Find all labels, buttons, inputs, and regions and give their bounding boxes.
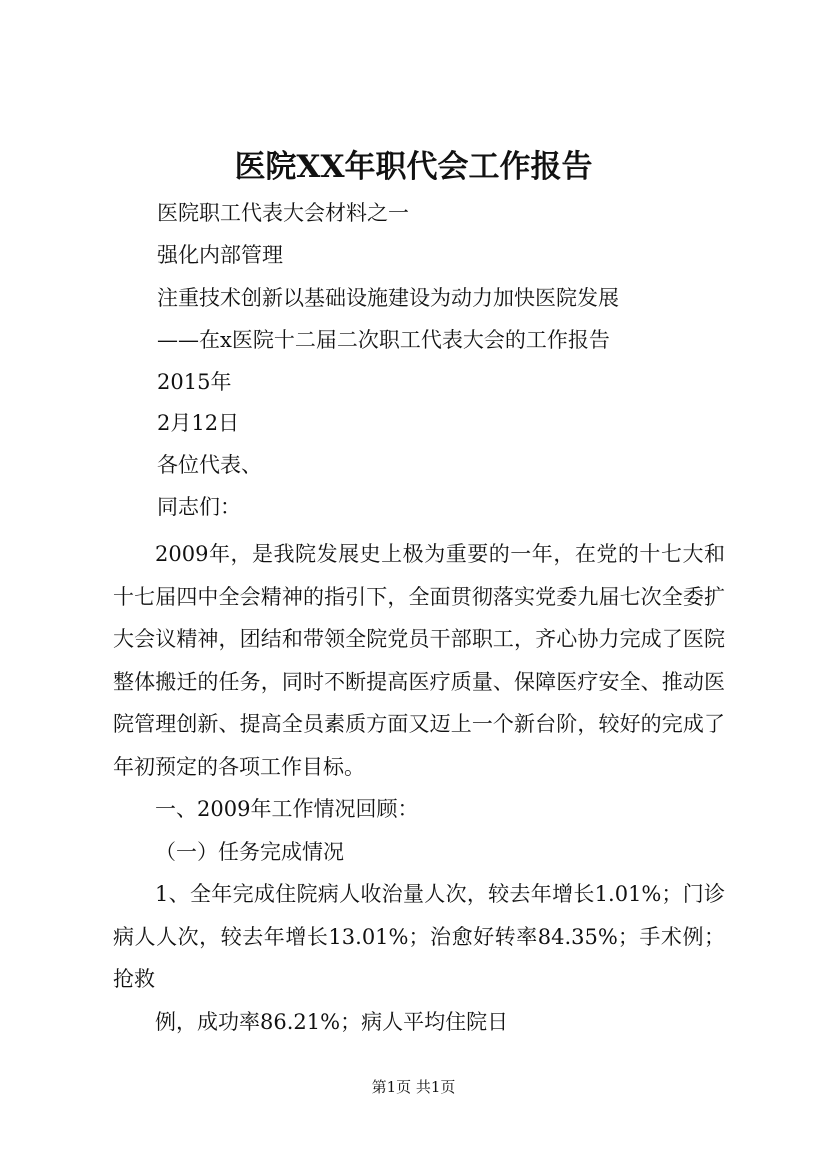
report-body (113, 533, 725, 1043)
document-title: 医院XX年职代会工作报告 (234, 149, 593, 185)
header-line-1: 医院职工代表大会材料之一 (157, 201, 409, 225)
paragraph-statistics-continued: 例，成功率86.21%；病人平均住院日 (155, 1009, 509, 1034)
section-heading: 一、2009年工作情况回顾： (155, 797, 419, 821)
header-line-3: 注重技术创新以基础设施建设为动力加快医院发展 (157, 286, 619, 310)
salutation-line-1: 各位代表、 (157, 453, 262, 477)
salutation-line-2: 同志们： (157, 495, 241, 519)
header-line-2: 强化内部管理 (157, 243, 283, 267)
paragraph-statistics: 1、全年完成住院病人收治量人次，较去年增长1.01%；门诊病人人次，较去年增长13.01%；治愈好转率84.35%；手术例；抢救 (113, 882, 725, 991)
header-line-4: ——在x医院十二届二次职工代表大会的工作报告 (157, 328, 610, 352)
header-line-year: 2015年 (157, 370, 232, 394)
subsection-heading: （一）任务完成情况 (155, 839, 344, 864)
header-line-date: 2月12日 (157, 411, 240, 435)
page-footer: 第1页 共1页 (371, 1078, 456, 1096)
paragraph-overview: 2009年，是我院发展史上极为重要的一年，在党的十七大和十七届四中全会精神的指引下，全面贯彻落实党委九届七次全委扩大会议精神，团结和带领全院党员干部职工，齐心协力完成了医院整体搬迁的任务，同时不断提高医疗质量、保障医疗安全、推动医院管理创新、提高全员素质方面又迈上一个新台阶，较好的完成了年初预定的各项工作目标。 (113, 542, 725, 779)
